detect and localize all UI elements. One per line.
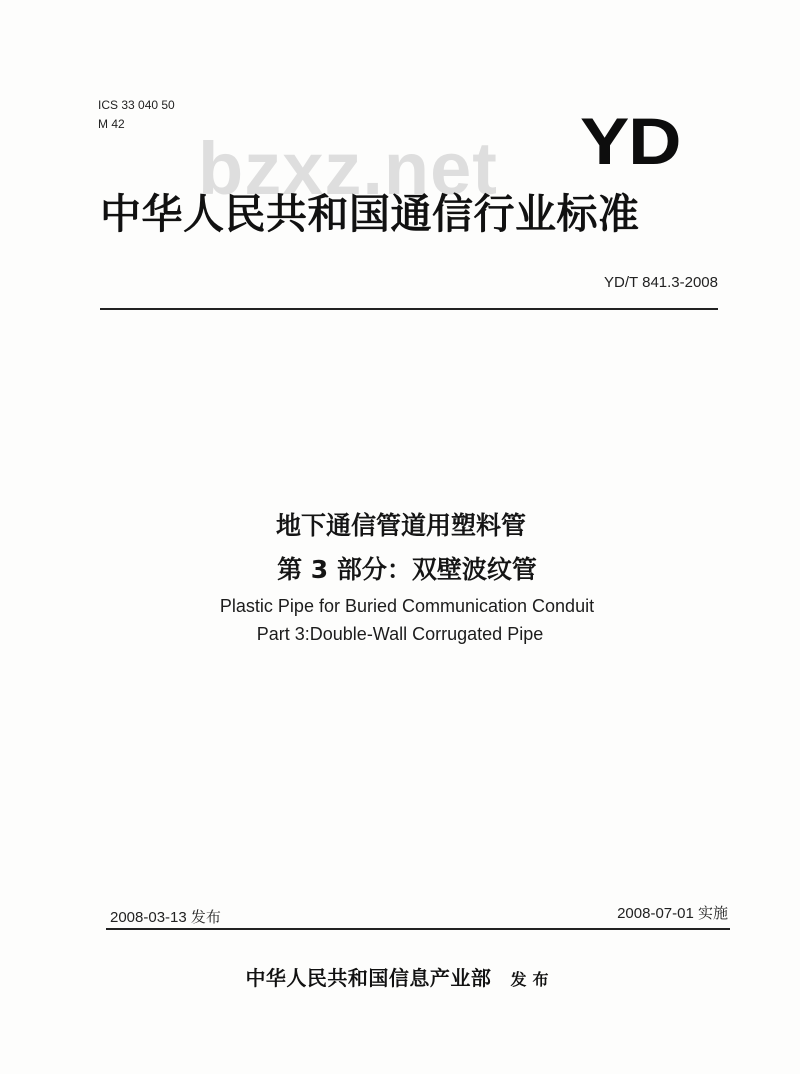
title-cn-line-1: 地下通信管道用塑料管 [275, 511, 526, 540]
title-en-line-1: Plastic Pipe for Buried Communication Conduit [219, 596, 595, 616]
document-title-block [0, 504, 800, 648]
ics-code: ICS 33 040 50 [98, 98, 175, 112]
standard-category-title: 中华人民共和国通信行业标准 [100, 190, 640, 238]
title-cn-line-2: 第 3 部分：双壁波纹管 [277, 555, 537, 584]
standard-code: YD/T 841.3-2008 [604, 274, 718, 291]
issue-date: 2008-03-13 发布 [110, 909, 221, 926]
classification-codes [98, 96, 175, 134]
watermark-text: bzxz.net [198, 127, 498, 210]
title-en-line-2: Part 3:Double-Wall Corrugated Pipe [256, 624, 544, 644]
issuer-line [0, 962, 800, 991]
footer-divider [106, 928, 730, 930]
header-divider [100, 308, 718, 310]
implementation-date: 2008-07-01 实施 [617, 905, 728, 922]
class-code: M 42 [98, 117, 125, 131]
yd-logo: YD [580, 104, 681, 178]
issuing-action: 发布 [510, 970, 555, 989]
issuing-organization: 中华人民共和国信息产业部 [245, 966, 492, 990]
